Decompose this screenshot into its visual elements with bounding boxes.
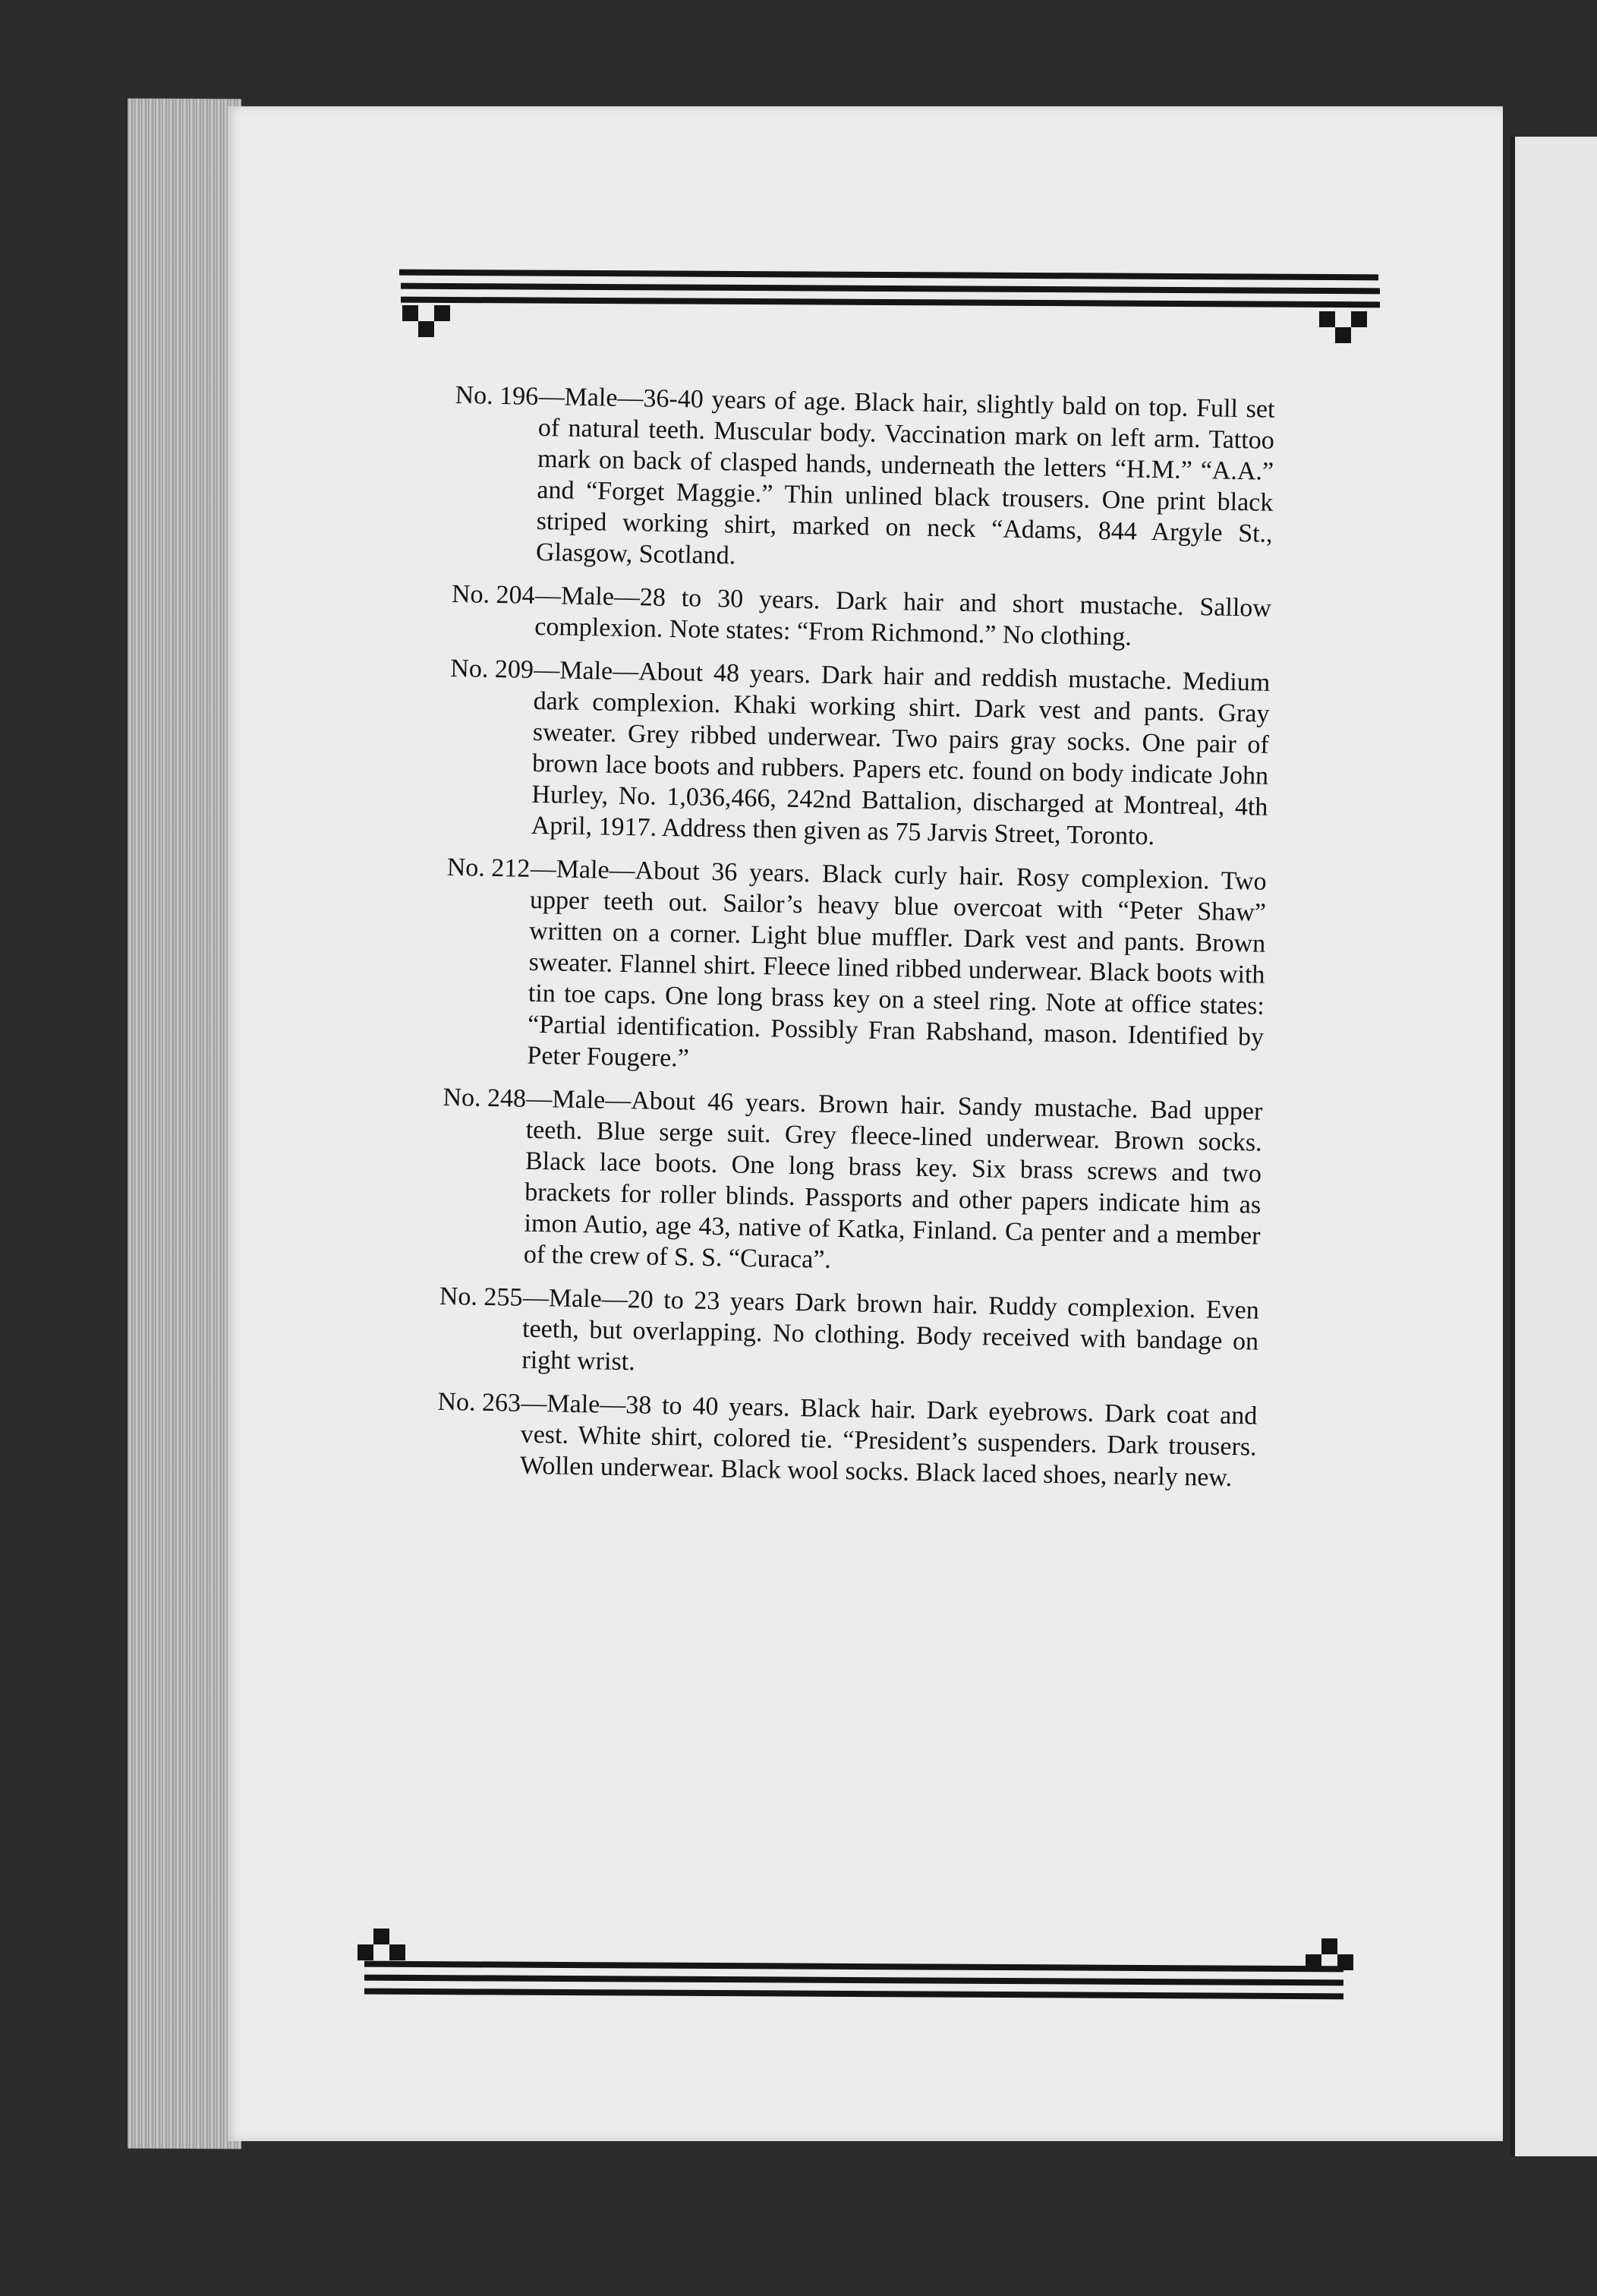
entry-204 <box>451 579 1271 655</box>
entry-number: No. 209 <box>450 654 534 684</box>
entry-196 <box>452 380 1275 581</box>
facing-page <box>1510 137 1597 2156</box>
entry-209 <box>447 653 1270 854</box>
entry-248 <box>440 1082 1263 1283</box>
entry-212 <box>443 852 1267 1084</box>
entry-number: No. 255 <box>439 1282 523 1312</box>
entry-description: —Male—28 to 30 years. Dark hair and short mustache. Sallow complexion. Note states: “From Richmond.” No clothing. <box>534 581 1272 651</box>
entry-description: —Male—36-40 years of age. Black hair, slightly bald on top. Full set of natural teeth. Muscular body. Vaccination mark on left arm. Tattoo mark on back of clasped hands, underneath the letters “H.M.” “A.A.” and “Forget Maggie.” Thin unlined black trousers. One print black striped working shirt, marked on neck “Adams, 844 Argyle St., Glasgow, Scotland. <box>535 382 1275 570</box>
entry-description: —Male—About 36 years. Black curly hair. Rosy complexion. Two upper teeth out. Sailor’s heavy blue overcoat with “Peter Shaw” written on a corner. Light blue muffler. Dark vest and pants. Brown sweater. Flannel shirt. Fleece lined ribbed underwear. Black boots with tin toe caps. One long brass key on a steel ring. Note at office states: “Partial identification. Possibly Fran Rabshand, mason. Identified by Peter Fougere.” <box>527 854 1267 1073</box>
entry-number: No. 263 <box>437 1387 521 1418</box>
entry-description: —Male—About 46 years. Brown hair. Sandy mustache. Bad upper teeth. Blue serge suit. Grey fleece-lined underwear. Brown socks. Black lace boots. One long brass key. Six brass screws and two brackets for roller blinds. Passports and other papers indicate him as imon Autio, age 43, native of Katka, Finland. Ca penter and a member of the crew of S. S. “Curaca”. <box>523 1084 1263 1274</box>
entry-description: —Male—38 to 40 years. Black hair. Dark eyebrows. Dark coat and vest. White shirt, colored tie. “President’s suspenders. Dark trousers. Wollen underwear. Black wool socks. Black laced shoes, nearly new. <box>519 1389 1258 1493</box>
entry-description: —Male—20 to 23 years Dark brown hair. Ruddy complexion. Even teeth, but overlapping. No clothing. Body received with bandage on right wrist. <box>521 1283 1260 1377</box>
entry-263 <box>436 1386 1258 1494</box>
entry-255 <box>438 1281 1259 1389</box>
entry-number: No. 196 <box>455 380 539 411</box>
entry-number: No. 248 <box>443 1083 527 1113</box>
entry-description: —Male—About 48 years. Dark hair and reddish mustache. Medium dark complexion. Khaki working shirt. Dark vest and pants. Gray sweater. Grey ribbed underwear. Two pairs gray socks. One pair of brown lace boots and rubbers. Papers etc. found on body indicate John Hurley, No. 1,036,466, 242nd Battalion, discharged at Montreal, 4th April, 1917. Address then given as 75 Jarvis Street, Toronto. <box>531 655 1271 851</box>
entries-list <box>436 380 1274 1506</box>
entry-number: No. 212 <box>446 853 531 883</box>
entry-number: No. 204 <box>451 579 535 610</box>
book-page-edges <box>128 99 241 2149</box>
